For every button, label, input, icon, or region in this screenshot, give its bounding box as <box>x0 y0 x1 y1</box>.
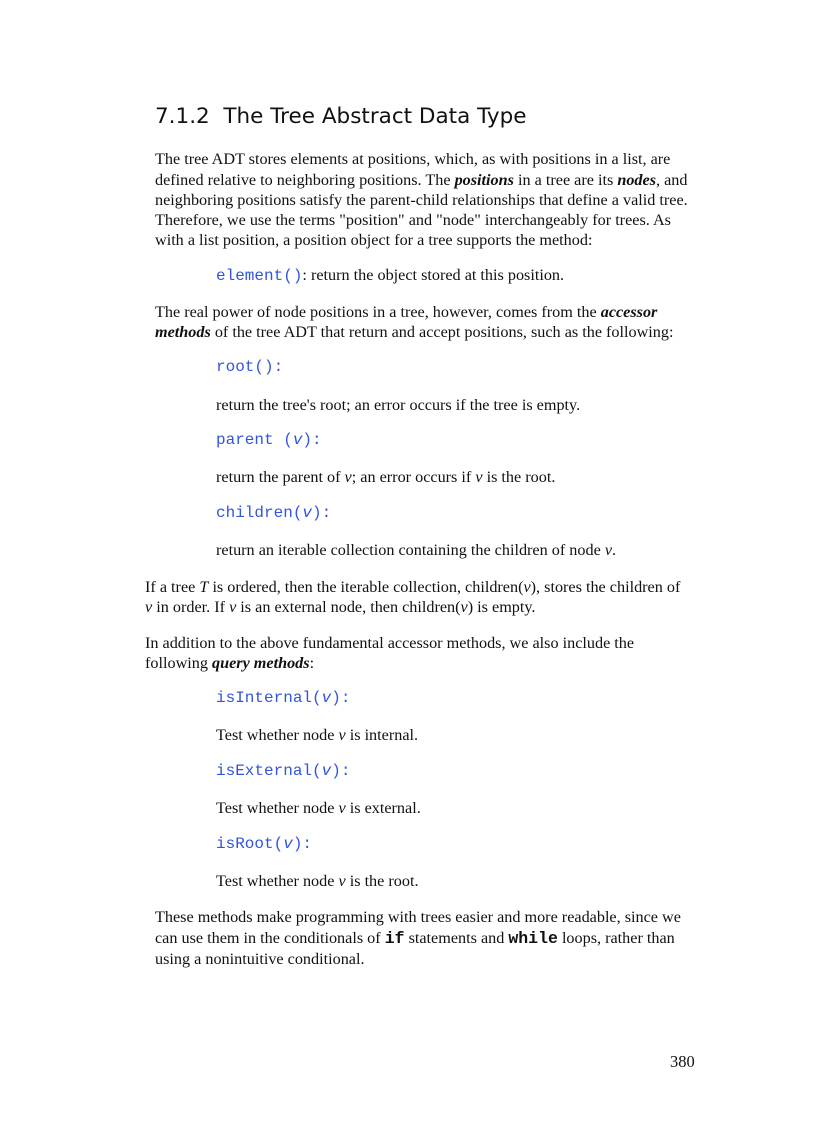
method-arg: v <box>283 835 293 853</box>
intro-line-4: Therefore, we use the terms "position" and "node" interchangeably for trees. As <box>155 211 671 229</box>
term-nodes: nodes <box>617 171 657 189</box>
text-run: is ordered, then the iterable collection, children( <box>208 578 524 596</box>
var-v: v <box>338 872 346 890</box>
keyword-if: if <box>384 929 405 948</box>
method-root-signature <box>216 358 283 376</box>
paren: ): <box>292 835 313 853</box>
text-run: in a tree are its <box>513 171 618 189</box>
text-run: return the parent of <box>216 468 345 486</box>
paren: ( <box>273 431 293 449</box>
var-T: T <box>199 578 209 596</box>
intro-line-3: neighboring positions satisfy the parent-child relationships that define a valid tree. <box>155 191 688 209</box>
text-run: ; an error occurs if <box>351 468 476 486</box>
text-run: is the root. <box>345 872 419 890</box>
term-accessor: accessor <box>600 303 658 321</box>
method-name: isRoot <box>216 835 274 853</box>
method-isexternal-desc <box>216 798 421 819</box>
var-v: v <box>460 598 468 616</box>
paren: ): <box>331 689 351 707</box>
closing-line-1: These methods make programming with trees easier and more readable, since we <box>155 908 681 926</box>
var-v: v <box>604 541 612 559</box>
paren: ( <box>312 689 322 707</box>
text-run: . <box>612 541 617 559</box>
text-run: Test whether node <box>216 799 339 817</box>
intro-line-2 <box>155 170 687 191</box>
paren: ( <box>292 504 303 522</box>
text-run: , and <box>656 171 688 189</box>
ordered-line-1 <box>145 577 680 598</box>
accessor-line-1 <box>155 302 657 323</box>
method-name: children <box>216 504 293 522</box>
text-run: ) is empty. <box>467 598 536 616</box>
text-run: statements and <box>404 929 509 947</box>
text-run: is internal. <box>345 726 419 744</box>
query-line-1: In addition to the above fundamental accessor methods, we also include the <box>145 634 635 652</box>
element-method-desc: : return the object stored at this position. <box>302 266 565 284</box>
text-run: is the root. <box>482 468 556 486</box>
closing-line-2 <box>155 928 675 950</box>
method-children-signature <box>216 504 331 522</box>
method-isinternal-signature <box>216 689 350 707</box>
intro-line-5: with a list position, a position object for a tree supports the method: <box>155 231 593 249</box>
text-run: is external. <box>345 799 421 817</box>
method-name: isExternal <box>216 762 313 780</box>
keyword-while: while <box>508 929 558 948</box>
method-isinternal-desc <box>216 725 418 746</box>
method-arg: v <box>302 504 313 522</box>
section-number: 7.1.2 <box>155 104 210 129</box>
text-run: Test whether node <box>216 726 339 744</box>
closing-line-3: using a nonintuitive conditional. <box>155 950 365 968</box>
method-isroot-signature <box>216 835 312 853</box>
paren: ): <box>264 358 284 376</box>
page-number: 380 <box>670 1052 695 1071</box>
method-parent-desc <box>216 467 555 488</box>
paren: ( <box>273 835 284 853</box>
var-v: v <box>344 468 352 486</box>
element-method-line <box>216 265 564 287</box>
var-v: v <box>145 598 153 616</box>
term-methods: methods <box>155 323 211 341</box>
text-run: defined relative to neighboring positions. The <box>155 171 455 189</box>
method-name: isInternal <box>216 689 313 707</box>
text-run: The real power of node positions in a tree, however, comes from the <box>155 303 601 321</box>
method-isroot-desc <box>216 871 419 892</box>
term-positions: positions <box>454 171 514 189</box>
method-root-desc: return the tree's root; an error occurs if the tree is empty. <box>216 396 581 414</box>
paren: ): <box>331 762 351 780</box>
query-line-2 <box>145 653 314 674</box>
var-v: v <box>523 578 531 596</box>
method-name: parent <box>216 431 274 449</box>
text-run: in order. If <box>152 598 230 616</box>
section-title: The Tree Abstract Data Type <box>223 104 527 129</box>
paren: ): <box>312 504 332 522</box>
method-arg: v <box>321 689 332 707</box>
text-run: Test whether node <box>216 872 339 890</box>
text-run: loops, rather than <box>557 929 675 947</box>
var-v: v <box>338 726 346 744</box>
method-arg: v <box>321 762 332 780</box>
text-run: return an iterable collection containing the children of node <box>216 541 605 559</box>
paren: ( <box>254 358 265 376</box>
accessor-line-2 <box>155 322 674 343</box>
text-run: can use them in the conditionals of <box>155 929 385 947</box>
var-v: v <box>475 468 483 486</box>
var-v: v <box>338 799 346 817</box>
method-isexternal-signature <box>216 762 350 780</box>
term-query-methods: query methods <box>212 654 310 672</box>
section-heading <box>155 104 526 129</box>
intro-line-1: The tree ADT stores elements at positions, which, as with positions in a list, are <box>155 150 671 168</box>
text-run: is an external node, then children( <box>236 598 461 616</box>
text-run: of the tree ADT that return and accept positions, such as the following: <box>210 323 674 341</box>
paren: ( <box>312 762 322 780</box>
element-method-code: element() <box>216 267 303 285</box>
var-v: v <box>229 598 237 616</box>
text-run: If a tree <box>145 578 200 596</box>
method-children-desc <box>216 540 616 561</box>
text-run: : <box>309 654 315 672</box>
paren: ): <box>302 431 322 449</box>
method-arg: v <box>292 431 303 449</box>
text-run: ), stores the children of <box>530 578 681 596</box>
ordered-line-2 <box>145 597 535 618</box>
text-run: following <box>145 654 212 672</box>
method-parent-signature <box>216 431 322 449</box>
method-name: root <box>216 358 255 376</box>
